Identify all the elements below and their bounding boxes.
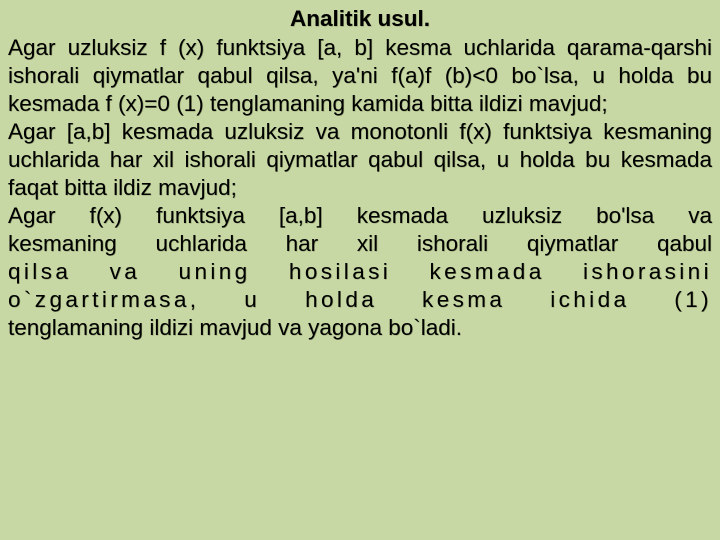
paragraph-3-line-3: qilsa va uning hosilasi kesmada ishorasini [8,259,712,284]
paragraph-3-line-5: tenglamaning ildizi mavjud va yagona bo`ladi. [8,315,463,340]
paragraph-condition-3 [8,202,712,342]
paragraph-3-line-1: Agar f(x) funktsiya [a,b] kesmada uzluksiz bo'lsa va [8,203,712,228]
paragraph-condition-2: Agar [a,b] kesmada uzluksiz va monotonli f(x) funktsiya kesmaning uchlarida har xil ishorali qiymatlar qabul qilsa, u holda bu kesmada faqat bitta ildiz mavjud; [8,119,712,200]
slide-title: Analitik usul. [289,6,431,31]
paragraph-3-line-2: kesmaning uchlarida har xil ishorali qiymatlar qabul [8,231,712,256]
paragraph-condition-1: Agar uzluksiz f (x) funktsiya [a, b] kesma uchlarida qarama-qarshi ishorali qiymatlar qabul qilsa, ya'ni f(a)f (b)<0 bo`lsa, u holda bu kesmada f (x)=0 (1) tenglamaning kamida bitta ildizi mavjud; [8,35,712,116]
paragraph-3-line-4: o`zgartirmasa, u holda kesma ichida (1) [8,287,712,312]
